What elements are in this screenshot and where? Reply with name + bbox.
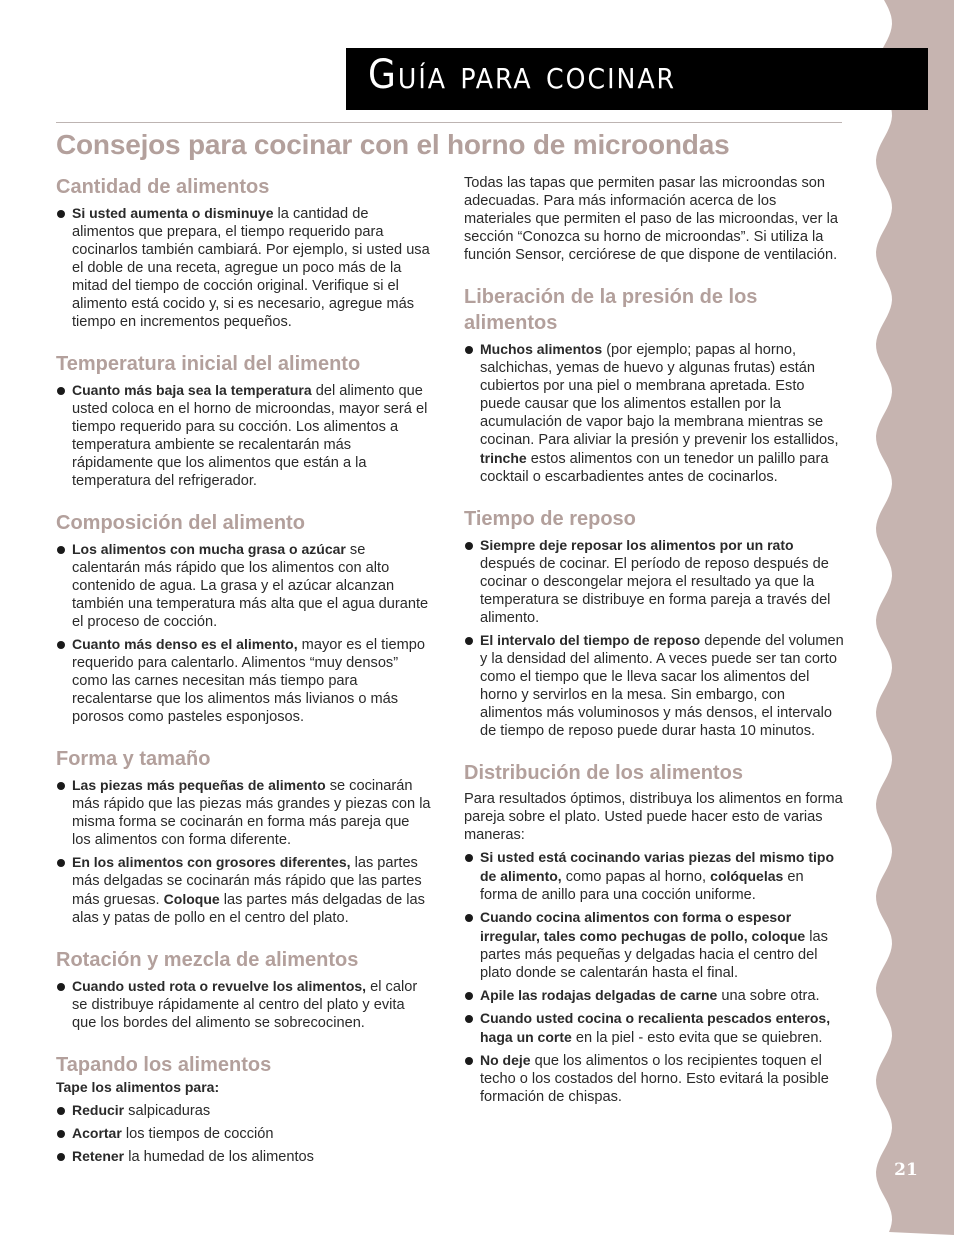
list-rotacion xyxy=(56,977,432,1032)
list-item: Muchos alimentos (por ejemplo; papas al horno, salchichas, yemas de huevo y algunas frutas) están cubiertos por una piel o membrana apretada. Esto puede causar que los alimentos estallen por la acumulación de vapor bajo la membrana mientras se cocinan. Para aliviar la presión y prevenir los estallidos, trinche estos alimentos con un tenedor un palillo para cocktail o escarbadientes antes de cocinarlos. xyxy=(464,340,844,486)
tapas-paragraph: Todas las tapas que permiten pasar las microondas son adecuadas. Para más información acerca de los materiales que permiten el paso de las microondas, ver la sección “Conozca su horno de microondas”. Si utiliza la función Sensor, cerciórese de que dispone de ventilación. xyxy=(464,175,838,263)
list-item: Cuanto más denso es el alimento, mayor es el tiempo requerido para calentarlo. Alimentos “muy densos” como las carnes necesitan más tiempo para recalentarse que los alimentos más livianos o más porosos como pasteles esponjosos. xyxy=(56,635,432,726)
heading-tapando: Tapando los alimentos xyxy=(56,1054,272,1076)
list-item: Reducir salpicaduras xyxy=(56,1101,432,1120)
tapando-intro: Tape los alimentos para: xyxy=(56,1079,220,1095)
heading-cantidad: Cantidad de alimentos xyxy=(56,176,270,198)
list-item: Cuanto más baja sea la temperatura del alimento que usted coloca en el horno de microondas, mayor será el tiempo requerido para su cocción. Los alimentos a temperatura ambiente se recalentarán más rápidamente que los alimentos que están a la temperatura del refrigerador. xyxy=(56,381,432,490)
list-item: Cuando usted rota o revuelve los alimentos, el calor se distribuye rápidamente al centro del plato y evita que los bordes del alimento se sobrecocinen. xyxy=(56,977,432,1032)
list-item: Apile las rodajas delgadas de carne una sobre otra. xyxy=(464,986,844,1005)
heading-composicion: Composición del alimento xyxy=(56,512,305,534)
list-cantidad xyxy=(56,204,432,331)
heading-distribucion: Distribución de los alimentos xyxy=(464,762,743,784)
list-item: Si usted está cocinando varias piezas del mismo tipo de alimento, como papas al horno, colóquelas en forma de anillo para una cocción uniforme. xyxy=(464,848,844,904)
list-forma xyxy=(56,776,432,927)
list-item: Las piezas más pequeñas de alimento se cocinarán más rápido que las piezas más grandes y piezas con la misma forma se cocinarán en forma más pareja que los alimentos con forma diferente. xyxy=(56,776,432,849)
list-item: Cuando usted cocina o recalienta pescados enteros, haga un corte en la piel - esto evita que se quiebren. xyxy=(464,1009,844,1047)
list-composicion xyxy=(56,540,432,726)
list-tapando xyxy=(56,1101,432,1166)
left-column xyxy=(56,174,432,1166)
list-distribucion xyxy=(464,848,844,1106)
list-item: No deje que los alimentos o los recipientes toquen el techo o los costados del horno. Esto evitará la posible formación de chispas. xyxy=(464,1051,844,1106)
list-item: Si usted aumenta o disminuye la cantidad de alimentos que prepara, el tiempo requerido para cocinarlos también cambiará. Por ejemplo, si usted usa el doble de una receta, agregue un poco más de la mitad del tiempo de cocción original. Verifique si el alimento está cocido y, si es necesario, agregue más tiempo en incrementos pequeños. xyxy=(56,204,432,331)
page-number: 21 xyxy=(894,1160,918,1180)
list-liberacion xyxy=(464,340,844,486)
heading-forma: Forma y tamaño xyxy=(56,748,211,770)
divider-rule xyxy=(56,122,842,123)
list-item: Siempre deje reposar los alimentos por un rato después de cocinar. El período de reposo después de cocinar o descongelar mejora el resultado ya que la temperatura se distribuye en forma pareja a través del alimento. xyxy=(464,536,844,627)
list-item: Cuando cocina alimentos con forma o espesor irregular, tales como pechugas de pollo, coloque las partes más pequeñas y delgadas hacia el centro del plato donde se calentarán hasta el final. xyxy=(464,908,844,982)
right-column xyxy=(464,174,844,1106)
heading-reposo: Tiempo de reposo xyxy=(464,508,636,530)
heading-temperatura: Temperatura inicial del alimento xyxy=(56,353,361,375)
list-item: En los alimentos con grosores diferentes, las partes más delgadas se cocinarán más rápido que las partes más gruesas. Coloque las partes más delgadas de las alas y patas de pollo en el centro del plato. xyxy=(56,853,432,927)
page-title: Consejos para cocinar con el horno de microondas xyxy=(56,129,730,160)
list-reposo xyxy=(464,536,844,740)
list-temperatura xyxy=(56,381,432,490)
list-item: Retener la humedad de los alimentos xyxy=(56,1147,432,1166)
list-item: Acortar los tiempos de cocción xyxy=(56,1124,432,1143)
decorative-wave-strip xyxy=(866,0,954,1235)
heading-liberacion: Liberación de la presión de los alimentos xyxy=(464,286,758,334)
banner-title: Guía para cocinar xyxy=(368,52,677,98)
distribucion-intro: Para resultados óptimos, distribuya los alimentos en forma pareja sobre el plato. Usted puede hacer esto de varias maneras: xyxy=(464,791,843,843)
list-item: Los alimentos con mucha grasa o azúcar se calentarán más rápido que los alimentos con alto contenido de agua. La grasa y el azúcar alcanzan también una temperatura más alta que el agua durante el proceso de cocción. xyxy=(56,540,432,631)
list-item: El intervalo del tiempo de reposo depende del volumen y la densidad del alimento. A veces puede ser tan corto como el tiempo que le lleva sacar los alimentos del horno y servirlos en la mesa. Sin embargo, con alimentos más voluminosos y más densos, el intervalo de tiempo de reposo puede durar hasta 10 minutos. xyxy=(464,631,844,740)
heading-rotacion: Rotación y mezcla de alimentos xyxy=(56,949,359,971)
